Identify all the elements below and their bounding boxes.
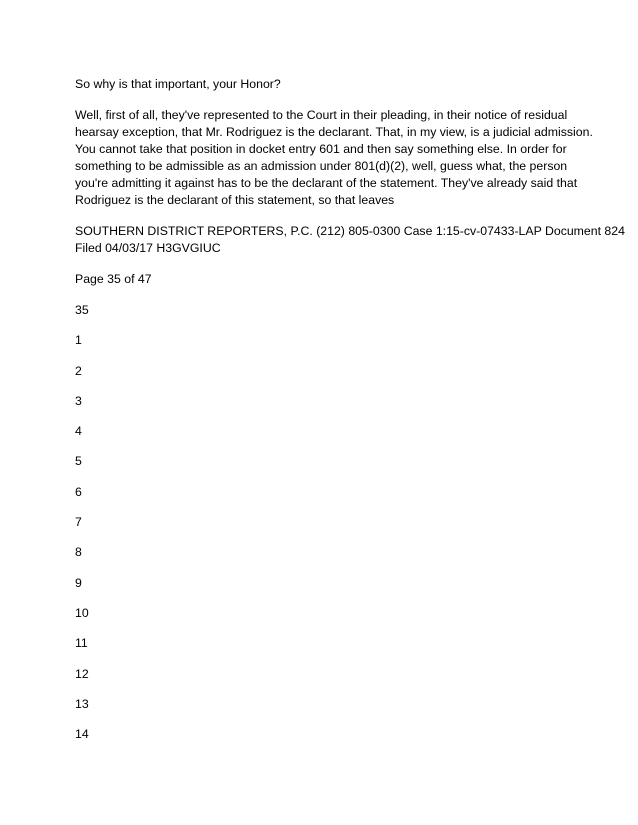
page-label: Page 35 of 47	[75, 272, 152, 286]
line-number: 1	[75, 333, 82, 348]
header-line: Filed 04/03/17 H3GVGIUC	[75, 241, 221, 255]
line-number: 13	[75, 696, 89, 711]
answer-line: Rodriguez is the declarant of this statement, so that leaves	[75, 193, 395, 207]
line-number: 7	[75, 515, 82, 530]
answer-line: you're admitting it against has to be the declarant of the statement. They've already said that	[75, 176, 578, 190]
line-number: 14	[75, 727, 89, 742]
line-number: 10	[75, 605, 89, 620]
line-number: 8	[75, 545, 82, 560]
line-number: 3	[75, 393, 82, 408]
answer-line: You cannot take that position in docket entry 601 and then say something else. In order for	[75, 142, 567, 156]
line-number: 11	[75, 636, 88, 651]
answer-line: hearsay exception, that Mr. Rodriguez is the declarant. That, in my view, is a judicial admission.	[75, 125, 593, 139]
header-line: SOUTHERN DISTRICT REPORTERS, P.C. (212) 805-0300 Case 1:15-cv-07433-LAP Document 824	[75, 224, 625, 238]
line-number: 2	[75, 363, 82, 378]
page-number: 35	[75, 303, 89, 317]
answer-line: Well, first of all, they've represented to the Court in their pleading, in their notice of residual	[75, 108, 568, 122]
line-number: 4	[75, 424, 82, 439]
reporter-header	[75, 223, 625, 257]
line-number: 6	[75, 484, 82, 499]
answer-paragraph	[75, 107, 593, 209]
line-number: 9	[75, 575, 82, 590]
question-text: So why is that important, your Honor?	[75, 77, 281, 91]
line-number-list	[75, 302, 565, 756]
document-page	[75, 76, 625, 756]
line-number: 5	[75, 454, 82, 469]
answer-line: something to be admissible as an admission under 801(d)(2), well, guess what, the person	[75, 159, 568, 173]
line-number: 12	[75, 666, 89, 681]
